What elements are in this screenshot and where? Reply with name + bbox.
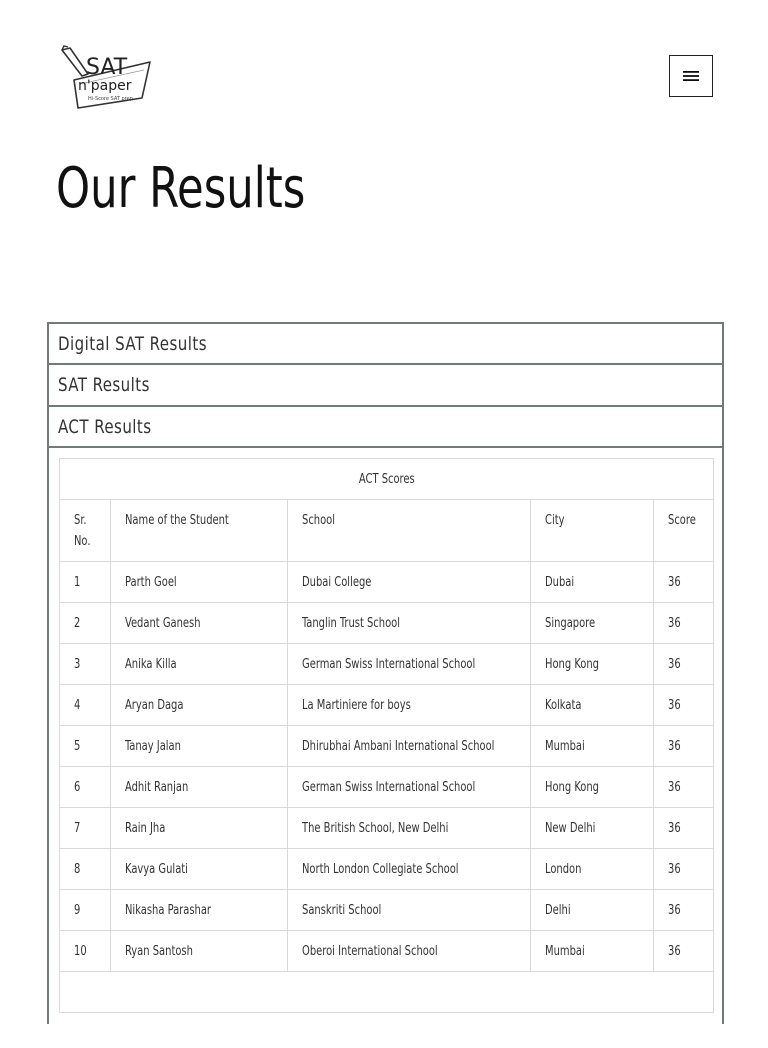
logo-subtitle-text: n'paper	[78, 78, 132, 94]
column-header-sr-no: Sr. No.	[60, 500, 111, 562]
table-header-row	[60, 500, 714, 562]
table-row	[60, 890, 714, 931]
cell-school: German Swiss International School	[288, 767, 531, 808]
cell-score: 36	[654, 849, 714, 890]
accordion-tab-label: SAT Results	[58, 374, 150, 396]
cell-student-name: Adhit Ranjan	[111, 767, 288, 808]
results-accordion	[47, 322, 724, 1024]
cell-student-name: Tanay Jalan	[111, 726, 288, 767]
cell-school: Sanskriti School	[288, 890, 531, 931]
table-row	[60, 644, 714, 685]
column-header-city: City	[531, 500, 654, 562]
cell-city: Singapore	[531, 603, 654, 644]
table-row	[60, 726, 714, 767]
cell-city: Delhi	[531, 890, 654, 931]
cell-school: Dhirubhai Ambani International School	[288, 726, 531, 767]
accordion-tab-label: Digital SAT Results	[58, 332, 207, 355]
cell-score: 36	[654, 644, 714, 685]
cell-student-name: Nikasha Parashar	[111, 890, 288, 931]
accordion-tab-sat[interactable]	[49, 365, 722, 407]
table-row	[60, 562, 714, 603]
cell-sr-no: 6	[60, 767, 111, 808]
site-logo[interactable]	[58, 40, 158, 110]
cell-school: Tanglin Trust School	[288, 603, 531, 644]
cell-city: Mumbai	[531, 726, 654, 767]
cell-student-name: Kavya Gulati	[111, 849, 288, 890]
hamburger-menu-icon	[683, 70, 699, 82]
cell-score: 36	[654, 767, 714, 808]
cell-score: 36	[654, 685, 714, 726]
cell-student-name: Parth Goel	[111, 562, 288, 603]
cell-sr-no: 3	[60, 644, 111, 685]
accordion-tab-act[interactable]	[49, 407, 722, 448]
table-row	[60, 808, 714, 849]
logo-tagline-text: Hi-Score SAT prep	[88, 96, 133, 102]
logo-title-text: SAT	[86, 55, 128, 80]
empty-cell	[60, 972, 714, 1013]
table-row	[60, 767, 714, 808]
cell-school: La Martiniere for boys	[288, 685, 531, 726]
table-row-empty	[60, 972, 714, 1013]
logo-graphic	[58, 40, 158, 110]
menu-toggle-button[interactable]	[669, 55, 713, 97]
page-title: Our Results	[56, 156, 306, 221]
cell-sr-no: 10	[60, 931, 111, 972]
cell-sr-no: 7	[60, 808, 111, 849]
table-row	[60, 849, 714, 890]
accordion-tab-digital-sat[interactable]	[49, 324, 722, 365]
cell-student-name: Rain Jha	[111, 808, 288, 849]
cell-school: Oberoi International School	[288, 931, 531, 972]
cell-school: North London Collegiate School	[288, 849, 531, 890]
cell-sr-no: 2	[60, 603, 111, 644]
cell-school: The British School, New Delhi	[288, 808, 531, 849]
table-row	[60, 931, 714, 972]
cell-city: Kolkata	[531, 685, 654, 726]
cell-city: New Delhi	[531, 808, 654, 849]
cell-score: 36	[654, 808, 714, 849]
cell-city: Dubai	[531, 562, 654, 603]
table-row	[60, 603, 714, 644]
cell-student-name: Anika Killa	[111, 644, 288, 685]
cell-student-name: Vedant Ganesh	[111, 603, 288, 644]
cell-city: Hong Kong	[531, 767, 654, 808]
act-results-panel	[49, 448, 722, 1048]
site-header	[0, 0, 768, 140]
cell-score: 36	[654, 603, 714, 644]
table-caption: ACT Scores	[60, 459, 714, 500]
act-scores-table	[59, 458, 714, 1013]
cell-school: German Swiss International School	[288, 644, 531, 685]
cell-school: Dubai College	[288, 562, 531, 603]
column-header-score: Score	[654, 500, 714, 562]
cell-sr-no: 8	[60, 849, 111, 890]
cell-sr-no: 9	[60, 890, 111, 931]
column-header-school: School	[288, 500, 531, 562]
table-row	[60, 685, 714, 726]
cell-sr-no: 1	[60, 562, 111, 603]
cell-score: 36	[654, 562, 714, 603]
cell-score: 36	[654, 931, 714, 972]
column-header-student-name: Name of the Student	[111, 500, 288, 562]
accordion-tab-label: ACT Results	[58, 415, 152, 438]
cell-city: Mumbai	[531, 931, 654, 972]
cell-score: 36	[654, 890, 714, 931]
cell-sr-no: 5	[60, 726, 111, 767]
cell-score: 36	[654, 726, 714, 767]
cell-sr-no: 4	[60, 685, 111, 726]
cell-student-name: Ryan Santosh	[111, 931, 288, 972]
cell-city: Hong Kong	[531, 644, 654, 685]
cell-student-name: Aryan Daga	[111, 685, 288, 726]
cell-city: London	[531, 849, 654, 890]
